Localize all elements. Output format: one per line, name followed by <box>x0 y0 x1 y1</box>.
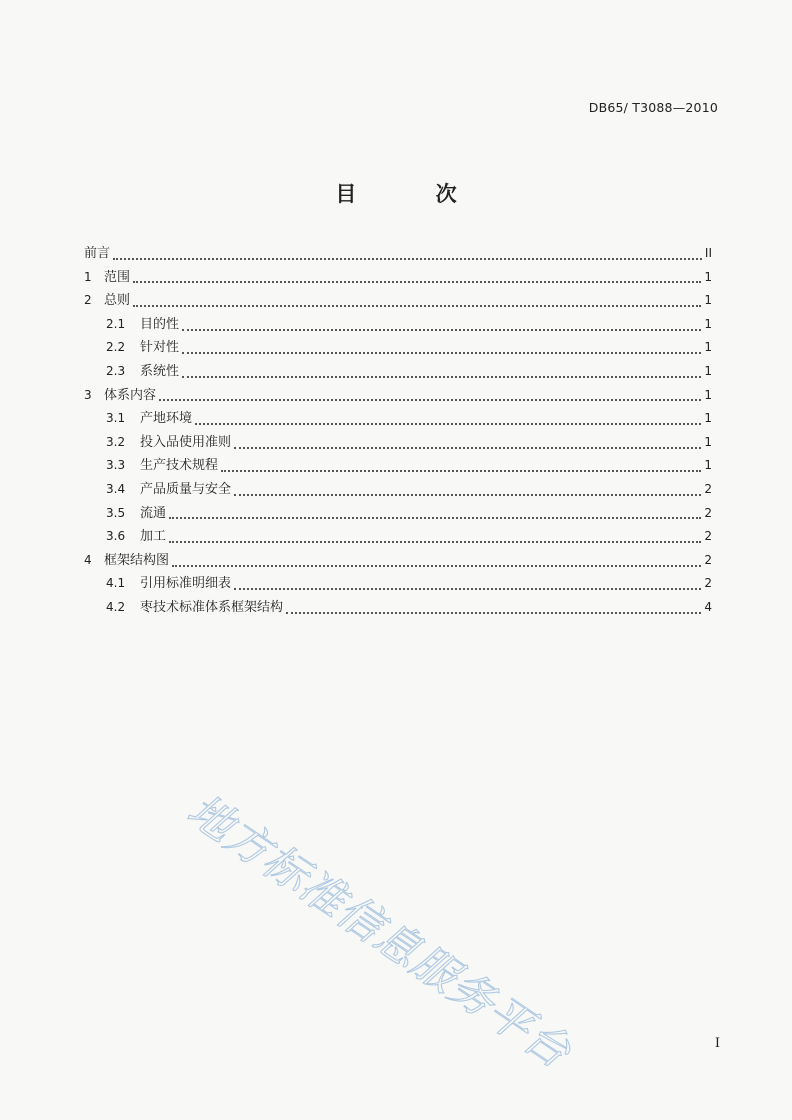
toc-entry-label: 系统性 <box>140 363 180 379</box>
toc-leader-dots <box>169 541 701 543</box>
table-of-contents <box>84 242 712 620</box>
toc-leader-dots <box>182 376 701 378</box>
toc-leader-dots <box>234 588 701 590</box>
toc-entry-number: 4 <box>84 552 92 567</box>
toc-entry-page: 2 <box>704 552 712 567</box>
toc-entry[interactable] <box>84 289 712 313</box>
toc-entry-page: 1 <box>704 363 712 378</box>
toc-entry-number: 3.5 <box>106 505 126 520</box>
toc-entry-number: 4.1 <box>106 576 126 591</box>
toc-entry-label: 目的性 <box>140 316 180 332</box>
toc-entry[interactable] <box>84 572 712 596</box>
toc-entry-page: 2 <box>704 576 712 591</box>
toc-leader-dots <box>172 565 701 567</box>
toc-entry-number: 2 <box>84 293 92 308</box>
toc-entry-number: 2.3 <box>106 363 126 378</box>
toc-entry-number: 3 <box>84 387 92 402</box>
toc-entry-page: 2 <box>704 481 712 496</box>
toc-leader-dots <box>133 305 701 307</box>
toc-entry[interactable] <box>84 384 712 408</box>
toc-entry-page: 1 <box>704 434 712 449</box>
toc-entry-page: 1 <box>704 340 712 355</box>
toc-entry[interactable] <box>84 336 712 360</box>
toc-entry-label: 产品质量与安全 <box>140 481 232 497</box>
toc-entry-label: 总则 <box>104 293 131 309</box>
toc-entry-label: 引用标准明细表 <box>140 576 232 592</box>
toc-entry-page: 4 <box>704 599 712 614</box>
toc-entry-label: 流通 <box>140 505 167 521</box>
toc-entry-page: 2 <box>704 505 712 520</box>
toc-entry[interactable] <box>84 454 712 478</box>
toc-entry-label: 框架结构图 <box>104 552 170 568</box>
toc-entry-page: II <box>704 246 712 260</box>
toc-entry-number: 3.1 <box>106 411 126 426</box>
toc-entry-number: 1 <box>84 269 92 284</box>
toc-entry[interactable] <box>84 242 712 266</box>
toc-entry-number: 3.3 <box>106 458 126 473</box>
toc-leader-dots <box>182 352 701 354</box>
toc-entry-label: 生产技术规程 <box>140 458 219 474</box>
toc-leader-dots <box>159 399 701 401</box>
toc-entry[interactable] <box>84 596 712 620</box>
toc-leader-dots <box>195 423 701 425</box>
page-number: I <box>714 1036 720 1051</box>
toc-entry[interactable] <box>84 431 712 455</box>
toc-entry-page: 1 <box>704 269 712 284</box>
toc-entry-number: 2.2 <box>106 340 126 355</box>
toc-entry-page: 1 <box>704 293 712 308</box>
toc-entry[interactable] <box>84 549 712 573</box>
toc-entry-page: 1 <box>704 458 712 473</box>
watermark: 地方标准信息服务平台 <box>178 784 580 1079</box>
toc-entry-label: 体系内容 <box>104 387 157 403</box>
toc-entry-number: 3.6 <box>106 529 126 544</box>
page-title: 目 次 <box>335 181 493 206</box>
toc-entry[interactable] <box>84 502 712 526</box>
toc-leader-dots <box>169 517 701 519</box>
toc-leader-dots <box>234 494 701 496</box>
toc-leader-dots <box>182 329 701 331</box>
document-code: DB65/ T3088—2010 <box>588 100 718 115</box>
toc-entry[interactable] <box>84 478 712 502</box>
toc-leader-dots <box>286 612 701 614</box>
toc-entry[interactable] <box>84 360 712 384</box>
toc-entry-number: 3.2 <box>106 434 126 449</box>
toc-leader-dots <box>133 281 701 283</box>
toc-entry-label: 加工 <box>140 529 167 545</box>
toc-entry-page: 1 <box>704 316 712 331</box>
toc-entry-label: 针对性 <box>140 340 180 356</box>
toc-entry-label: 范围 <box>104 269 131 285</box>
toc-leader-dots <box>234 447 701 449</box>
toc-entry-number: 3.4 <box>106 481 126 496</box>
toc-entry[interactable] <box>84 266 712 290</box>
toc-entry-label: 投入品使用准则 <box>140 434 232 450</box>
toc-entry-page: 1 <box>704 387 712 402</box>
toc-entry-label: 产地环境 <box>140 411 193 427</box>
toc-entry[interactable] <box>84 525 712 549</box>
toc-entry[interactable] <box>84 407 712 431</box>
toc-entry-page: 1 <box>704 411 712 426</box>
toc-entry-number: 2.1 <box>106 316 126 331</box>
toc-leader-dots <box>221 470 701 472</box>
toc-entry[interactable] <box>84 313 712 337</box>
toc-entry-label: 枣技术标准体系框架结构 <box>140 599 284 615</box>
toc-leader-dots <box>113 258 702 260</box>
toc-entry-page: 2 <box>704 529 712 544</box>
toc-entry-number: 4.2 <box>106 599 126 614</box>
toc-entry-label: 前言 <box>84 246 111 261</box>
